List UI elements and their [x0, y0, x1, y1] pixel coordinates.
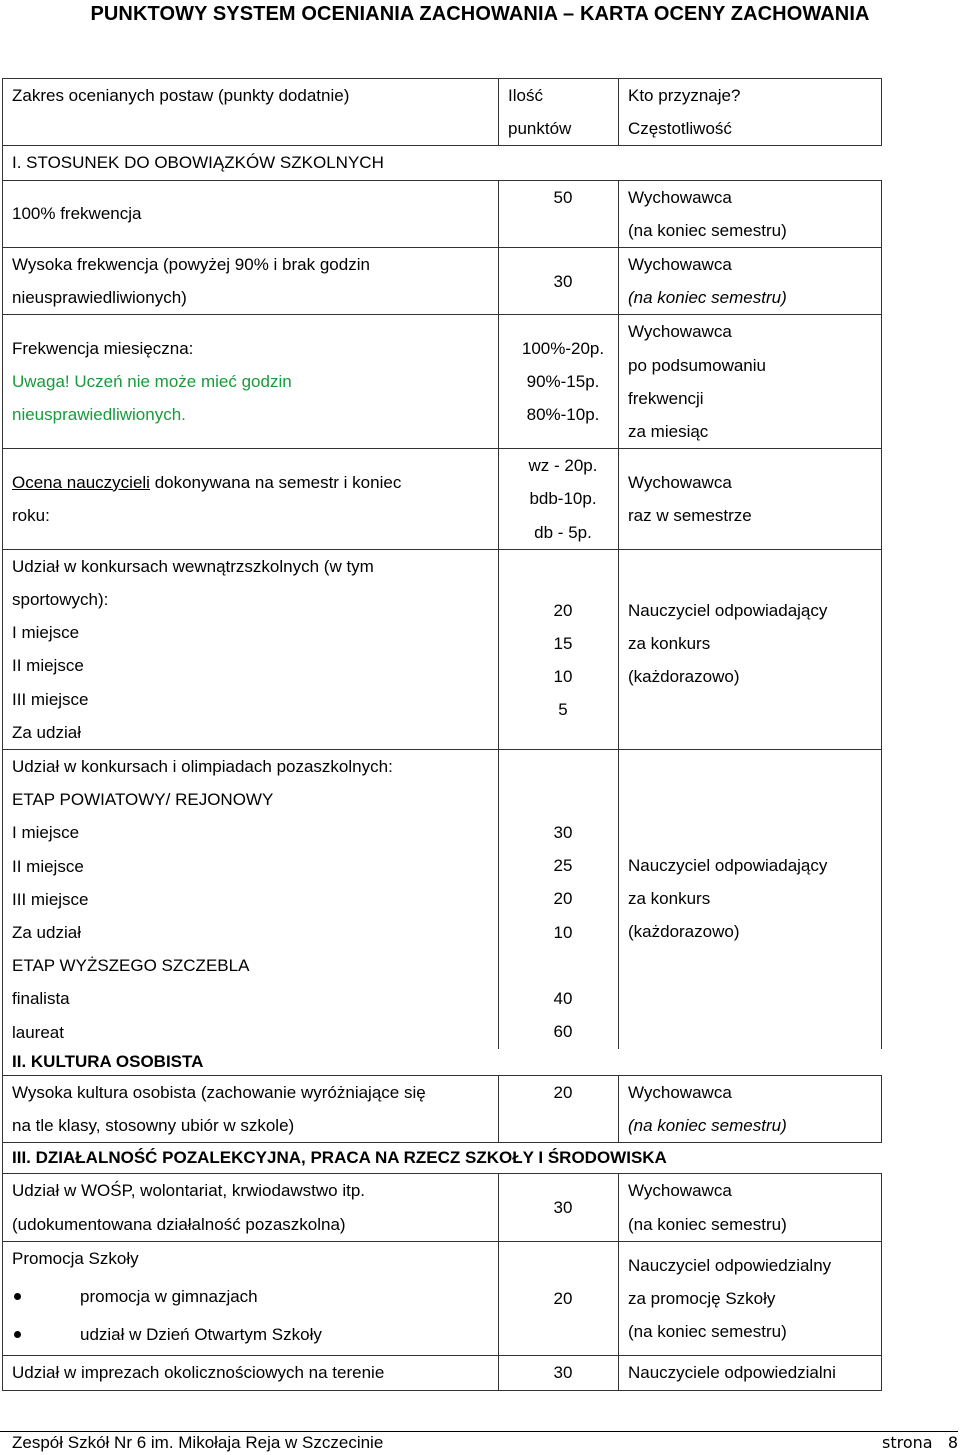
table-row: [3, 449, 882, 550]
header-scope-label: Zakres ocenianych postaw (punkty dodatnie): [12, 86, 350, 105]
row-scope-text: Udział w konkursach i olimpiadach pozaszkolnych:: [12, 757, 393, 777]
row-scope-text: ETAP WYŻSZEGO SZCZEBLA: [12, 956, 250, 976]
footer-page-number: strona 8: [881, 1433, 958, 1452]
row-who-line: Nauczyciel odpowiedzialny: [628, 1255, 832, 1275]
row-who-line: Wychowawca: [628, 322, 732, 342]
row-who-line: (każdorazowo): [628, 667, 740, 687]
row-scope-text: Udział w imprezach okolicznościowych na terenie: [12, 1363, 385, 1383]
row-who-line: Wychowawca: [628, 255, 732, 275]
row-points-value: 20: [553, 1288, 573, 1308]
table-row: [3, 180, 882, 247]
row-scope: [3, 180, 499, 247]
bullet-icon: [14, 1331, 21, 1338]
row-who-line: raz w semestrze: [628, 506, 752, 526]
section-title-3: [3, 1143, 882, 1174]
table-row: [3, 248, 882, 315]
row-who: [619, 180, 882, 247]
table-row: [3, 1241, 882, 1356]
row-who: [619, 1174, 882, 1241]
row-who-line: Wychowawca: [628, 187, 732, 207]
row-who: [619, 1241, 882, 1356]
footer-school-name: Zespół Szkół Nr 6 im. Mikołaja Reja w Szczecinie: [12, 1433, 384, 1452]
row-scope-text: Udział w konkursach wewnątrzszkolnych (w tym: [12, 556, 374, 576]
row-who-line: (na koniec semestru): [628, 1214, 787, 1234]
row-points-value: bdb-10p.: [529, 489, 597, 509]
row-scope-text: Wysoka kultura osobista (zachowanie wyróżniające się: [12, 1082, 426, 1102]
row-scope-text: Udział w WOŚP, wolontariat, krwiodawstwo itp.: [12, 1181, 366, 1201]
row-points-value: 80%-10p.: [526, 405, 600, 425]
row-scope-text: Za udział: [12, 722, 81, 742]
row-scope-text: II miejsce: [12, 656, 84, 676]
row-scope: [3, 549, 499, 749]
section-title-1: [3, 146, 882, 180]
row-who: [619, 750, 882, 1049]
list-item-text: udział w Dzień Otwartym Szkoły: [80, 1325, 322, 1345]
header-points-line2: punktów: [508, 119, 572, 139]
list-item-text: promocja w gimnazjach: [80, 1286, 258, 1306]
row-who-line: za konkurs: [628, 634, 711, 654]
row-scope-text: 100% frekwencja: [12, 204, 142, 224]
row-scope-text: na tle klasy, stosowny ubiór w szkole): [12, 1116, 295, 1136]
page-title: PUNKTOWY SYSTEM OCENIANIA ZACHOWANIA – KARTA OCENY ZACHOWANIA: [90, 3, 870, 25]
header-points: [499, 79, 619, 146]
row-points-value: 30: [553, 1197, 573, 1217]
row-points: [499, 180, 619, 247]
row-points-value: 20: [553, 1082, 573, 1102]
section-title-2-label: II. KULTURA OSOBISTA: [12, 1051, 204, 1071]
footer-divider: [0, 1431, 958, 1432]
header-who-line1: Kto przyznaje?: [628, 86, 741, 105]
row-who-line: Wychowawca: [628, 472, 732, 492]
row-points-value: db - 5p.: [534, 522, 592, 542]
row-scope-text: I miejsce: [12, 823, 80, 843]
row-points-value: 100%-20p.: [521, 339, 605, 359]
row-points: [499, 1241, 619, 1356]
list-item: [12, 1318, 498, 1351]
row-scope: [3, 248, 499, 315]
row-who-line: po podsumowaniu: [628, 355, 766, 375]
page-footer: [12, 1433, 958, 1453]
row-scope-text: roku:: [12, 506, 50, 526]
row-scope: [3, 449, 499, 550]
table-row: [3, 750, 882, 1049]
row-scope: [3, 1241, 499, 1356]
header-who: [619, 79, 882, 146]
row-who: [619, 1075, 882, 1142]
header-points-line1: Ilość: [508, 86, 543, 105]
row-points: [499, 1174, 619, 1241]
row-scope-text: Za udział: [12, 923, 81, 943]
row-points-value: 40: [553, 988, 573, 1008]
row-points: [499, 1356, 619, 1390]
row-scope-text: dokonywana na semestr i koniec: [149, 472, 402, 492]
row-scope-text: III miejsce: [12, 689, 89, 709]
row-scope-text: Wysoka frekwencja (powyżej 90% i brak godzin: [12, 255, 370, 275]
table-row: [3, 1075, 882, 1142]
row-who: [619, 1356, 882, 1390]
row-who: [619, 449, 882, 550]
row-points-value: 10: [553, 667, 573, 687]
row-points-value: 20: [553, 600, 573, 620]
row-points-value: 5: [558, 700, 568, 720]
section-row: [3, 1143, 882, 1174]
row-points-value: 90%-15p.: [526, 372, 600, 392]
section-row: [3, 146, 882, 180]
row-scope-text: finalista: [12, 989, 70, 1009]
section-title-2: [3, 1049, 882, 1076]
section-row: [3, 1049, 882, 1076]
row-who-line: za miesiąc: [628, 422, 709, 442]
row-who: [619, 315, 882, 449]
row-scope: [3, 1356, 499, 1390]
row-who-line: Nauczyciel odpowiadający: [628, 600, 828, 620]
row-scope: [3, 1174, 499, 1241]
row-points: [499, 1075, 619, 1142]
row-points-value: 25: [553, 856, 573, 876]
row-points-value: 60: [553, 1022, 573, 1042]
row-scope-text: ETAP POWIATOWY/ REJONOWY: [12, 790, 274, 810]
row-scope-text: sportowych):: [12, 590, 109, 610]
row-scope: [3, 315, 499, 449]
row-scope-text: Frekwencja miesięczna:: [12, 339, 194, 359]
list-item: [12, 1280, 498, 1313]
section-title-1-label: I. STOSUNEK DO OBOWIĄZKÓW SZKOLNYCH: [12, 153, 384, 173]
row-points-value: 20: [553, 889, 573, 909]
row-scope: [3, 1075, 499, 1142]
row-points: [499, 549, 619, 749]
row-who-line: (na koniec semestru): [628, 1116, 787, 1136]
row-who-line: (na koniec semestru): [628, 1322, 787, 1342]
behavior-rating-table: [2, 78, 882, 1391]
row-scope-text-underlined: Ocena nauczycieli: [12, 472, 150, 492]
row-points-value: 10: [553, 922, 573, 942]
row-points-value: 30: [553, 1363, 573, 1383]
row-who-line: (każdorazowo): [628, 922, 740, 942]
row-scope-text: nieusprawiedliwionych): [12, 288, 187, 308]
row-points: [499, 248, 619, 315]
row-who-line: Nauczyciel odpowiadający: [628, 856, 828, 876]
row-points-value: 30: [553, 823, 573, 843]
table-row: [3, 549, 882, 749]
row-who-line: za promocję Szkoły: [628, 1288, 776, 1308]
warning-note: nieusprawiedliwionych.: [12, 405, 186, 425]
warning-note: Uwaga! Uczeń nie może mieć godzin: [12, 372, 292, 392]
row-who-line: Wychowawca: [628, 1082, 732, 1102]
row-who: [619, 549, 882, 749]
spacer: [508, 949, 618, 982]
table-header-row: [3, 79, 882, 146]
header-scope: [3, 79, 499, 146]
row-who-line: (na koniec semestru): [628, 288, 787, 308]
row-scope: [3, 750, 499, 1049]
row-who-line: frekwencji: [628, 388, 704, 408]
table-row: [3, 315, 882, 449]
row-scope-text: laureat: [12, 1022, 64, 1042]
row-who-line: (na koniec semestru): [628, 220, 787, 240]
row-points-value: 15: [553, 634, 573, 654]
row-points-value: 30: [553, 271, 573, 291]
table-row: [3, 1174, 882, 1241]
row-scope-text: (udokumentowana działalność pozaszkolna): [12, 1214, 346, 1234]
row-who-line: Nauczyciele odpowiedzialni: [628, 1363, 836, 1383]
row-who-line: za konkurs: [628, 889, 711, 909]
row-who: [619, 248, 882, 315]
row-points-value: wz - 20p.: [528, 456, 598, 476]
row-points: [499, 315, 619, 449]
row-scope-text: Promocja Szkoły: [12, 1248, 139, 1268]
row-points: [499, 750, 619, 1049]
row-who-line: Wychowawca: [628, 1181, 732, 1201]
table-row: [3, 1356, 882, 1390]
row-scope-text: I miejsce: [12, 623, 80, 643]
header-who-line2: Częstotliwość: [628, 119, 732, 139]
row-points-value: 50: [553, 187, 573, 207]
row-scope-text: III miejsce: [12, 889, 89, 909]
row-scope-text: II miejsce: [12, 856, 84, 876]
section-title-3-label: III. DZIAŁALNOŚĆ POZALEKCYJNA, PRACA NA RZECZ SZKOŁY I ŚRODOWISKA: [12, 1148, 667, 1168]
row-points: [499, 449, 619, 550]
bullet-icon: [14, 1293, 21, 1300]
